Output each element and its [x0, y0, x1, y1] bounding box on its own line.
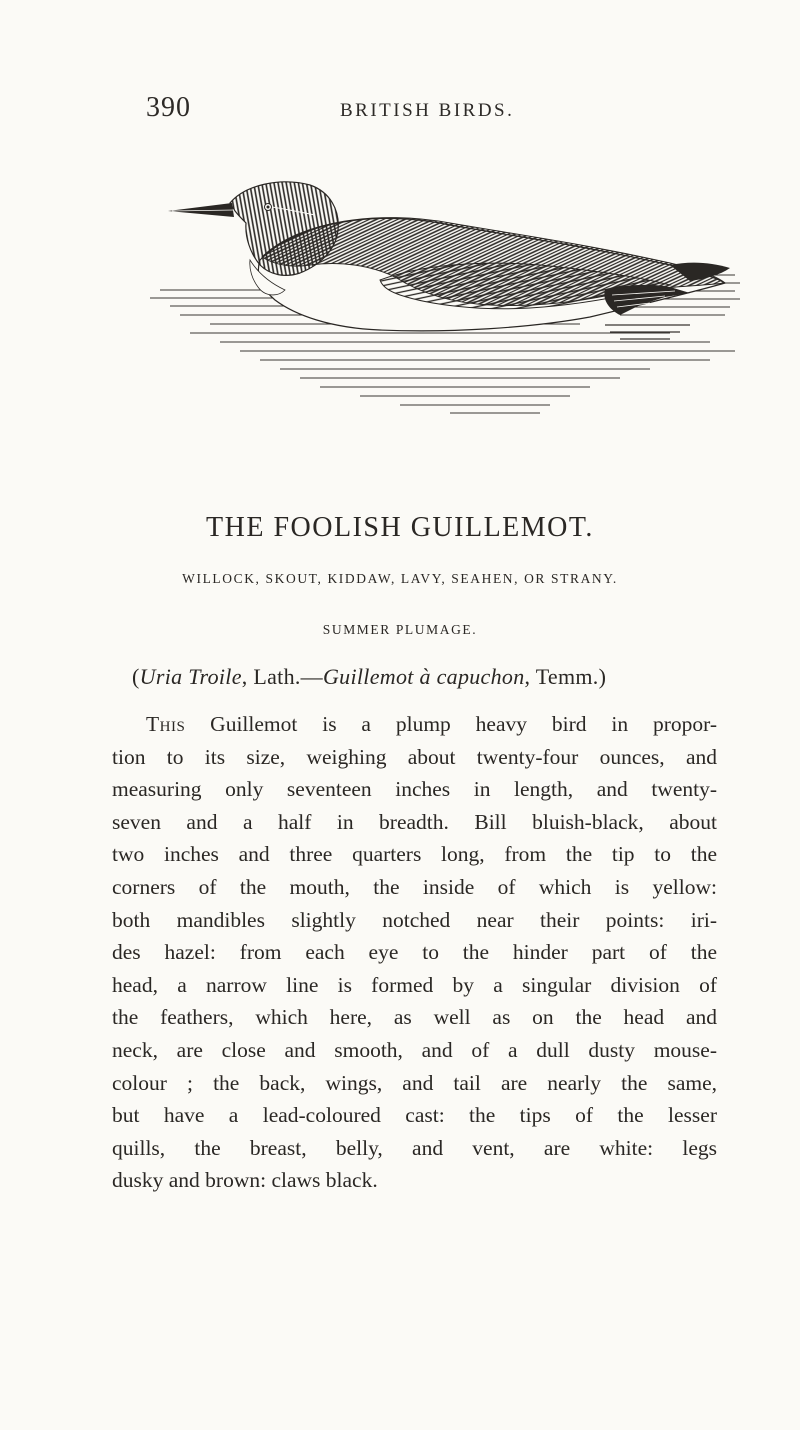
authority-lath: , Lath.— — [241, 664, 323, 689]
text-line: the feathers, which here, as well as on the head and — [112, 1005, 717, 1030]
description-paragraph — [112, 708, 717, 1197]
text-line: head, a narrow line is formed by a singular division of — [112, 972, 717, 997]
text-line: corners of the mouth, the inside of which is yellow: — [112, 874, 717, 899]
text-line: tion to its size, weighing about twenty-four ounces, and — [112, 744, 717, 769]
text-line: neck, are close and smooth, and of a dull dusty mouse- — [112, 1037, 717, 1062]
running-title: BRITISH BIRDS. — [340, 100, 515, 121]
species-name: Uria Troile — [139, 664, 242, 689]
text-line: both mandibles slightly notched near their points: iri- — [112, 907, 717, 932]
text-line: dusky and brown: claws black. — [112, 1168, 378, 1193]
first-word: This — [146, 712, 186, 736]
text-line: measuring only seventeen inches in length, and twenty- — [112, 777, 717, 802]
species-title: THE FOOLISH GUILLEMOT. — [206, 512, 594, 543]
french-name: Guillemot à capuchon — [322, 664, 525, 689]
authority-temm: , Temm.) — [524, 664, 607, 689]
bird-feet — [604, 285, 690, 315]
text-line: quills, the breast, belly, and vent, are white: legs — [112, 1135, 717, 1160]
text-line: seven and a half in breadth. Bill bluish-black, about — [112, 809, 717, 834]
plumage-label: SUMMER PLUMAGE. — [322, 622, 478, 637]
binomial-open: ( — [132, 664, 140, 689]
synonyms-line: WILLOCK, SKOUT, KIDDAW, LAVY, SEAHEN, OR STRANY. — [182, 571, 618, 586]
text-line: This Guillemot is a plump heavy bird in propor- — [146, 712, 717, 736]
text-line: colour ; the back, wings, and tail are nearly the same, — [112, 1070, 717, 1095]
binomial-citation — [132, 664, 752, 690]
text-line: but have a lead-coloured cast: the tips of the lesser — [112, 1103, 717, 1128]
text-line: two inches and three quarters long, from the tip to the — [112, 842, 717, 867]
guillemot-illustration — [150, 165, 740, 465]
running-head — [0, 92, 800, 132]
text-line: des hazel: from each eye to the hinder part of the — [112, 940, 717, 965]
page-number: 390 — [146, 92, 191, 123]
